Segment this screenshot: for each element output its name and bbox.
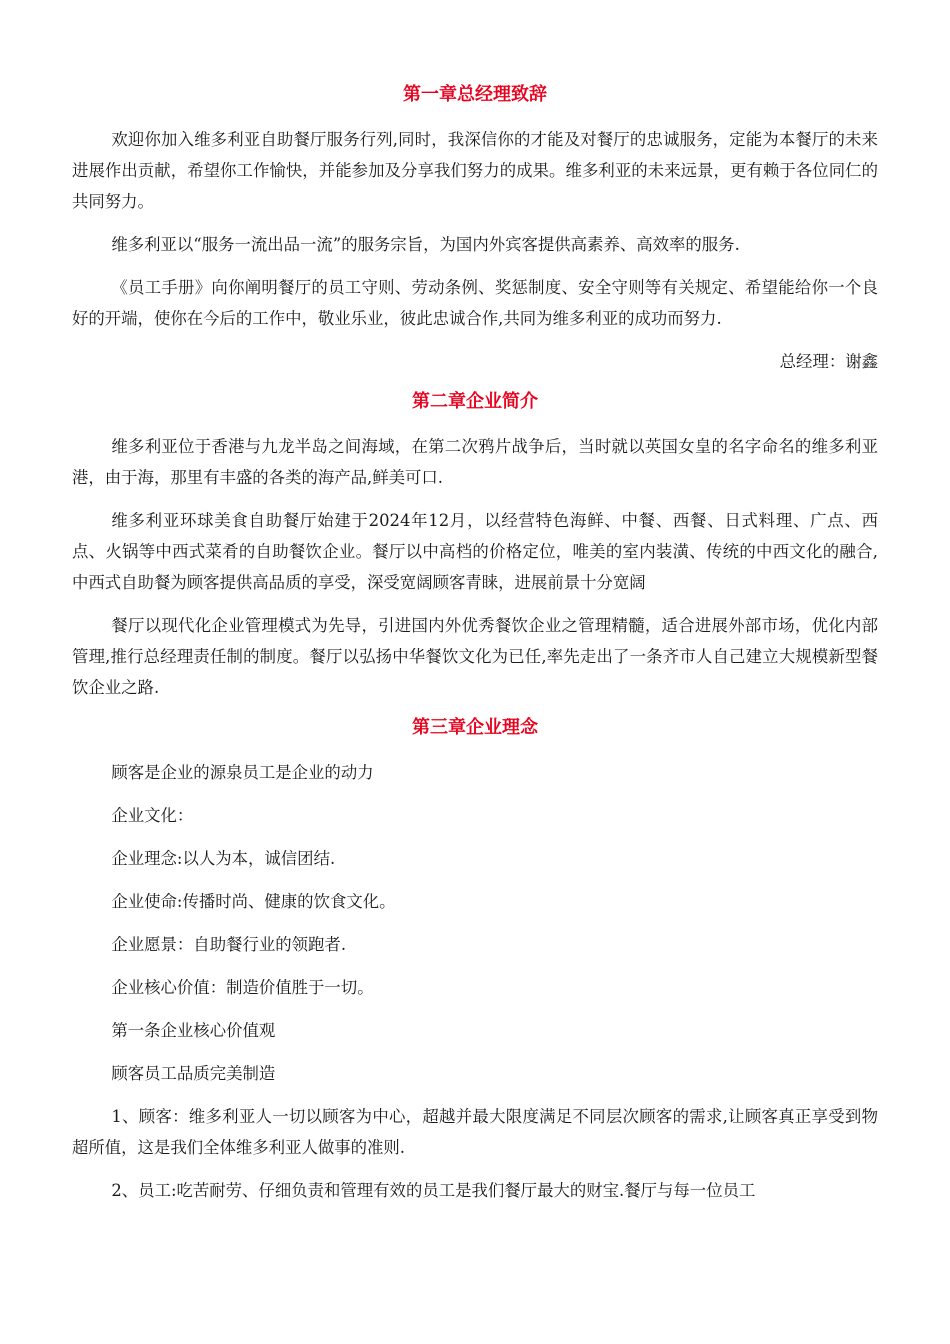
- signature: 总经理：谢鑫: [779, 352, 878, 371]
- chapter-3-line-10: 2、员工:吃苦耐劳、仔细负责和管理有效的员工是我们餐厅最大的财宝.餐厅与每一位员工: [111, 1181, 756, 1200]
- chapter-3-line-6: 企业核心价值：制造价值胜于一切。: [111, 978, 374, 997]
- chapter-1-paragraph-1: 欢迎你加入维多利亚自助餐厅服务行列,同时，我深信你的才能及对餐厅的忠诚服务，定能为本餐厅的未来进展作出贡献，希望你工作愉快，并能参加及分享我们努力的成果。维多利亚的未来远景，更有赖于各位同仁的共同努力。: [72, 130, 878, 211]
- chapter-2-paragraph-1: 维多利亚位于香港与九龙半岛之间海域，在第二次鸦片战争后，当时就以英国女皇的名字命名的维多利亚港，由于海，那里有丰盛的各类的海产品,鲜美可口.: [72, 437, 878, 487]
- chapter-2-paragraph-3: 餐厅以现代化企业管理模式为先导，引进国内外优秀餐饮企业之管理精髓，适合进展外部市场，优化内部管理,推行总经理责任制的制度。餐厅以弘扬中华餐饮文化为已任,率先走出了一条齐市人自己建立大规模新型餐饮企业之路.: [72, 616, 878, 697]
- chapter-3-line-4: 企业使命:传播时尚、健康的饮食文化。: [111, 892, 396, 911]
- chapter-3-line-7: 第一条企业核心价值观: [111, 1021, 276, 1040]
- chapter-3-title: 第三章企业理念: [412, 717, 538, 738]
- chapter-2-paragraph-2: 维多利亚环球美食自助餐厅始建于2024年12月，以经营特色海鲜、中餐、西餐、日式料理、广点、西点、火锅等中西式菜肴的自助餐饮企业。餐厅以中高档的价格定位，唯美的室内装潢、传统的中西文化的融合,中西式自助餐为顾客提供高品质的享受，深受宽阔顾客青睐，进展前景十分宽阔: [72, 511, 878, 592]
- chapter-1-paragraph-3: 《员工手册》向你阐明餐厅的员工守则、劳动条例、奖惩制度、安全守则等有关规定、希望能给你一个良好的开端，使你在今后的工作中，敬业乐业，彼此忠诚合作,共同为维多利亚的成功而努力.: [72, 278, 878, 328]
- chapter-3-line-5: 企业愿景：自助餐行业的领跑者.: [111, 935, 347, 954]
- chapter-1-paragraph-2: 维多利亚以“服务一流出品一流”的服务宗旨，为国内外宾客提供高素养、高效率的服务.: [111, 235, 740, 254]
- document-page: [72, 78, 878, 1206]
- chapter-3-line-1: 顾客是企业的源泉员工是企业的动力: [111, 763, 374, 782]
- chapter-1-title: 第一章总经理致辞: [403, 84, 547, 105]
- chapter-3-line-2: 企业文化：: [111, 806, 194, 825]
- chapter-3-line-8: 顾客员工品质完美制造: [111, 1064, 276, 1083]
- chapter-3-line-3: 企业理念:以人为本，诚信团结.: [111, 849, 336, 868]
- chapter-2-title: 第二章企业简介: [412, 391, 538, 412]
- chapter-3-line-9: 1、顾客：维多利亚人一切以顾客为中心，超越并最大限度满足不同层次顾客的需求,让顾客真正享受到物超所值，这是我们全体维多利亚人做事的准则.: [72, 1107, 878, 1157]
